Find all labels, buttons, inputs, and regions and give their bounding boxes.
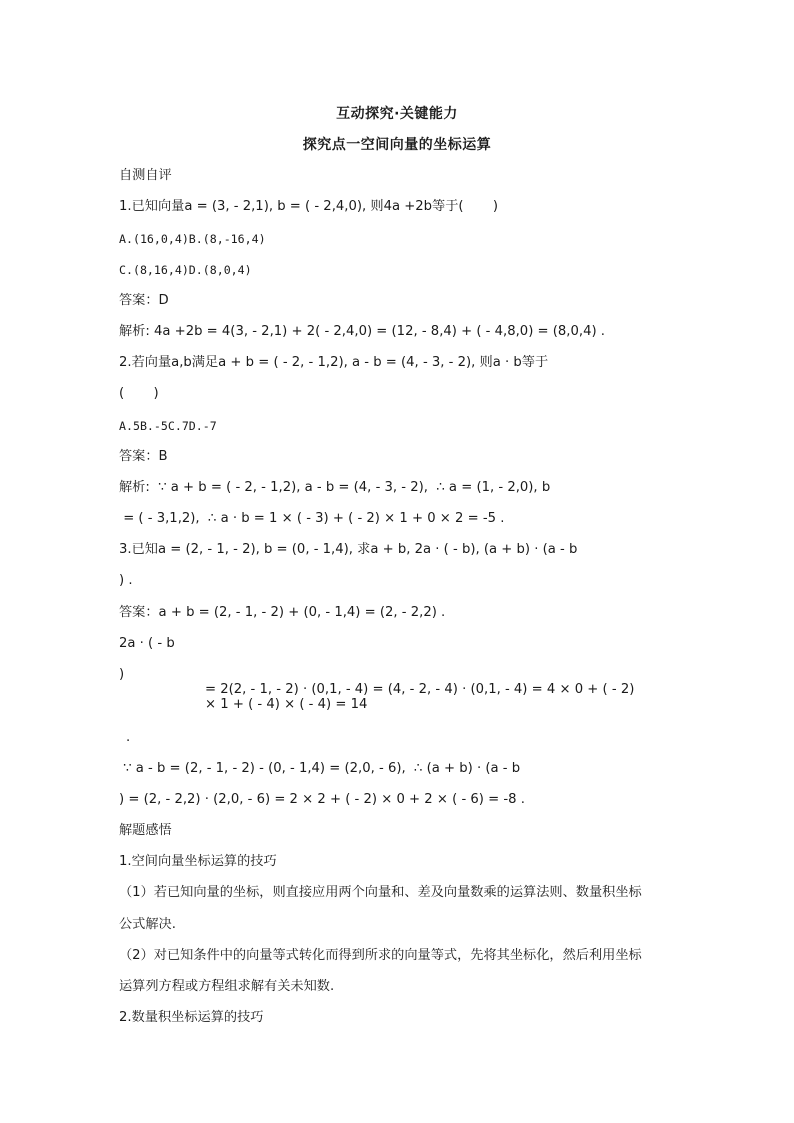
question-2-answer: 答案：B: [119, 449, 168, 464]
question-2-blank: ( ): [119, 386, 159, 401]
question-2: 2.若向量a,b满足a + b = ( - 2, - 1,2), a - b = (4, - 3, - 2), 则a · b等于: [119, 355, 549, 370]
question-2-analysis-line-1: 解析: ∵ a + b = ( - 2, - 1,2), a - b = (4, - 3, - 2), ∴ a = (1, - 2,0), b: [119, 480, 551, 495]
question-1-options-ab: A.(16,0,4)B.(8,-16,4): [119, 232, 266, 246]
question-2-analysis-line-2: = ( - 3,1,2), ∴ a · b = 1 × ( - 3) + ( - 2) × 1 + 0 × 2 = -5 .: [119, 511, 505, 526]
question-3-line-2: ) .: [119, 573, 133, 588]
question-3-answer: 答案：a + b = (2, - 1, - 2) + (0, - 1,4) = (2, - 2,2) .: [119, 605, 446, 620]
insight-1-point-1: （1）若已知向量的坐标，则直接应用两个向量和、差及向量数乘的运算法则、数量积坐标: [119, 885, 642, 900]
page-title: 互动探究·关键能力: [336, 106, 458, 122]
question-2-options: A.5B.-5C.7D.-7: [119, 419, 217, 433]
question-3-calc-line-4: ) = (2, - 2,2) · (2,0, - 6) = 2 × 2 + ( - 2) × 0 + 2 × ( - 6) = -8 .: [119, 792, 525, 807]
insight-1-point-2: （2）对已知条件中的向量等式转化而得到所求的向量等式，先将其坐标化，然后利用坐标: [119, 948, 642, 963]
question-3-period: .: [126, 730, 131, 745]
section-heading-insights: 解题感悟: [119, 823, 172, 838]
question-1: 1.已知向量a = (3, - 2,1), b = ( - 2,4,0), 则4a +2b等于( ): [119, 199, 499, 214]
question-1-analysis: 解析: 4a +2b = 4(3, - 2,1) + 2( - 2,4,0) = (12, - 8,4) + ( - 4,8,0) = (8,0,4) .: [119, 324, 605, 339]
insight-2-heading: 2.数量积坐标运算的技巧: [119, 1010, 264, 1025]
insight-1-heading: 1.空间向量坐标运算的技巧: [119, 854, 277, 869]
question-3-expression-close: ): [119, 667, 125, 682]
insight-1-point-1-cont: 公式解决.: [119, 917, 176, 932]
section-heading-self-test: 自测自评: [119, 168, 172, 183]
question-3-calc-line-1: = 2(2, - 1, - 2) · (0,1, - 4) = (4, - 2, - 4) · (0,1, - 4) = 4 × 0 + ( - 2): [205, 682, 635, 697]
question-1-options-cd: C.(8,16,4)D.(8,0,4): [119, 263, 252, 277]
question-3-calc-line-3: ∵ a - b = (2, - 1, - 2) - (0, - 1,4) = (2,0, - 6), ∴ (a + b) · (a - b: [119, 761, 521, 776]
question-3-expression: 2a · ( - b: [119, 636, 175, 651]
page-subtitle: 探究点一空间向量的坐标运算: [302, 137, 492, 153]
question-1-answer: 答案：D: [119, 293, 169, 308]
question-3: 3.已知a = (2, - 1, - 2), b = (0, - 1,4), 求a + b, 2a · ( - b), (a + b) · (a - b: [119, 542, 578, 557]
question-3-calc-line-2: × 1 + ( - 4) × ( - 4) = 14: [205, 697, 368, 712]
insight-1-point-2-cont: 运算列方程或方程组求解有关未知数.: [119, 979, 335, 994]
